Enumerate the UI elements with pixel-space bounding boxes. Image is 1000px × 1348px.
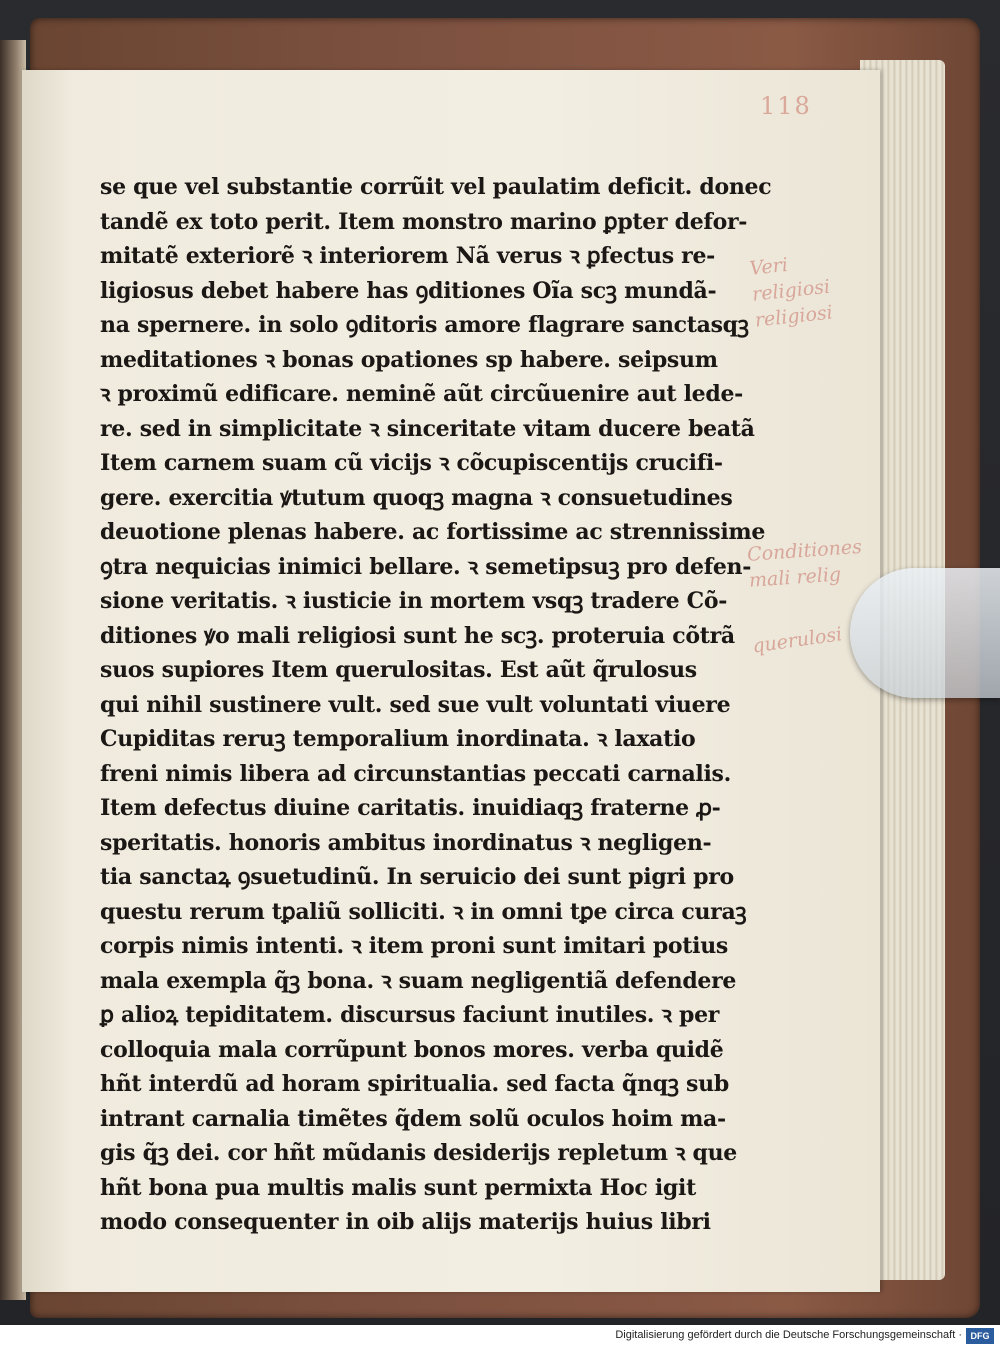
footer-bar	[0, 1325, 1000, 1348]
margin-note-text: religiosi	[753, 301, 834, 332]
text-line: mala exempla q̃ꝫ bona. ꝛ suam negligentiã defendere	[100, 967, 737, 994]
text-line: ꝑ alioꝝ tepiditatem. discursus faciunt inutiles. ꝛ per	[100, 1002, 720, 1028]
dfg-logo: DFG	[966, 1328, 994, 1344]
folio-number: 118	[760, 92, 812, 120]
text-line: Cupiditas reruꝫ temporalium inordinata. ꝛ laxatio	[100, 726, 696, 752]
text-line: ligiosus debet habere has ꝯditiones Oĩa scꝫ mundã-	[100, 277, 717, 304]
page-clip	[850, 568, 1000, 698]
text-line: intrant carnalia timẽtes q̃dem solũ oculos hoim ma-	[100, 1105, 726, 1132]
text-line: sione veritatis. ꝛ iusticie in mortem vsqꝫ tradere Cõ-	[100, 588, 728, 614]
text-line: re. sed in simplicitate ꝛ sinceritate vitam ducere beatã	[100, 415, 755, 442]
text-line: deuotione plenas habere. ac fortissime ac strennissime	[100, 519, 766, 545]
margin-note-querulosi: querulosi	[751, 623, 844, 658]
text-line: Item carnem suam cũ vicijs ꝛ cõcupiscentijs crucifi-	[100, 450, 723, 476]
text-line: questu rerum tꝑaliũ solliciti. ꝛ in omni tꝑe circa curaꝫ	[100, 898, 747, 925]
text-line: se que vel substantie corrũit vel paulatim deficit. donec	[100, 174, 772, 200]
text-line: ꝯtra nequicias inimici bellare. ꝛ semetipsuꝫ pro defen-	[100, 553, 752, 580]
text-line: ditiones ꝟo mali religiosi sunt he scꝫ. proteruia cõtrã	[100, 622, 735, 649]
text-line: freni nimis libera ad circunstantias peccati carnalis.	[100, 760, 731, 787]
text-line: qui nihil sustinere vult. sed sue vult voluntati viuere	[100, 691, 731, 718]
text-line: na spernere. in solo ꝯditoris amore flagrare sanctasqꝫ	[100, 312, 749, 338]
margin-note-veri-religiosi	[748, 244, 866, 333]
dfg-credit: Digitalisierung gefördert durch die Deutsche Forschungsgemeinschaft ·	[615, 1329, 962, 1341]
margin-note-text: Veri religiosi	[748, 253, 832, 306]
text-line: gere. exercitia ꝟtutum quoqꝫ magna ꝛ consuetudines	[100, 484, 733, 511]
text-line: speritatis. honoris ambitus inordinatus ꝛ negligen-	[100, 829, 712, 856]
text-line: hñt interdũ ad horam spiritualia. sed facta q̃nqꝫ sub	[100, 1071, 729, 1097]
text-line: ꝛ proximũ edificare. neminẽ aũt circũuenire aut lede-	[100, 381, 743, 407]
text-line: gis q̃ꝫ dei. cor hñt mũdanis desiderijs repletum ꝛ que	[100, 1140, 738, 1166]
text-line: modo consequenter in oib alijs materijs huius libri	[100, 1209, 711, 1235]
text-line: mitatẽ exteriorẽ ꝛ interiorem Nã verus ꝛ ꝑfectus re-	[100, 243, 715, 269]
margin-note-text: Conditiones	[746, 535, 863, 566]
text-block	[100, 170, 772, 1240]
text-line: suos supiores Item querulositas. Est aũt q̃rulosus	[100, 657, 697, 683]
text-line: tandẽ ex toto perit. Item monstro marino ꝑpter defor-	[100, 208, 748, 235]
text-line: tia sanctaꝝ ꝯsuetudinũ. In seruicio dei sunt pigri pro	[100, 864, 734, 890]
text-line: corpis nimis intenti. ꝛ item proni sunt imitari potius	[100, 933, 728, 959]
text-line: meditationes ꝛ bonas opationes sp habere. seipsum	[100, 346, 718, 373]
text-line: hñt bona pua multis malis sunt permixta Hoc igit	[100, 1174, 696, 1201]
margin-note-text: mali relig	[748, 563, 842, 592]
margin-note-conditiones	[746, 534, 863, 594]
text-line: colloquia mala corrũpunt bonos mores. verba quidẽ	[100, 1036, 724, 1063]
text-line: Item defectus diuine caritatis. inuidiaqꝫ fraterne ꝓ-	[100, 795, 721, 821]
